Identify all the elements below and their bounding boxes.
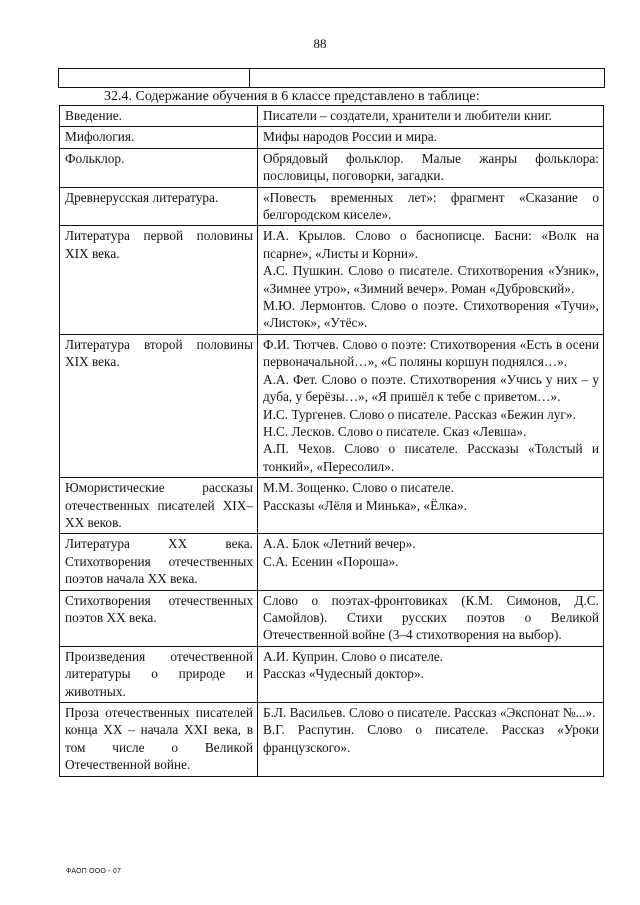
content-cell (258, 148, 604, 187)
footer-code: ФАОП ООО - 07 (66, 868, 122, 875)
topic-cell: Литература второй половины XIX века. (60, 334, 258, 477)
content-paragraph: С.А. Есенин «Пороша». (263, 553, 399, 569)
content-paragraph: М.Ю. Лермонтов. Слово о поэте. Стихотворения «Тучи», «Листок», «Утёс». (263, 298, 599, 331)
table-row (60, 478, 604, 534)
table-row (60, 187, 604, 226)
table-row (60, 590, 604, 646)
content-paragraph: И.А. Крылов. Слово о баснописце. Басни: «Волк на псарне», «Листы и Корни». (263, 228, 599, 261)
content-cell (258, 106, 604, 127)
content-paragraph: «Повесть временных лет»: фрагмент «Сказание о белгородском киселе». (263, 189, 599, 223)
content-cell (258, 334, 604, 477)
content-paragraph: И.С. Тургенев. Слово о писателе. Рассказ «Бежин луг». (263, 406, 576, 422)
content-paragraph: Слово о поэтах-фронтовиках (К.М. Симонов, Д.С. Самойлов). Стихи русских поэтов о Великой Отечественной войне (3–4 стихотворения на выбор). (263, 592, 599, 643)
empty-cell (59, 69, 250, 88)
content-paragraph: Б.Л. Васильев. Слово о писателе. Рассказ «Экспонат №...». (263, 705, 596, 720)
curriculum-table (59, 105, 604, 777)
content-cell (258, 478, 604, 534)
topic-cell: Введение. (60, 106, 258, 127)
content-paragraph: Ф.И. Тютчев. Слово о поэте: Стихотворения «Есть в осени первоначальной…», «С поляны коршун поднялся…». (263, 336, 599, 370)
content-paragraph: А.А. Блок «Летний вечер». (263, 536, 416, 552)
content-cell (258, 226, 604, 334)
table-row (60, 127, 604, 148)
topic-cell: Фольклор. (60, 148, 258, 187)
content-cell (258, 127, 604, 148)
topic-cell: Юмористические рассказы отечественных писателей XIX–XX веков. (60, 478, 258, 534)
content-paragraph: Рассказы «Лёля и Минька», «Ёлка». (263, 497, 467, 513)
content-paragraph: А.С. Пушкин. Слово о писателе. Стихотворения «Узник», «Зимнее утро», «Зимний вечер». Роман «Дубровский». (263, 263, 599, 296)
content-paragraph: Обрядовый фольклор. Малые жанры фольклора: пословицы, поговорки, загадки. (263, 150, 599, 184)
content-paragraph: М.М. Зощенко. Слово о писателе. (263, 480, 454, 496)
content-paragraph: Мифы народов России и мира. (263, 129, 438, 145)
content-cell (258, 646, 604, 702)
content-paragraph: А.П. Чехов. Слово о писателе. Рассказы «Толстый и тонкий», «Пересолил». (263, 441, 599, 474)
topic-cell: Древнерусская литература. (60, 187, 258, 226)
topic-cell: Стихотворения отечественных поэтов XX века. (60, 590, 258, 646)
content-cell (258, 703, 604, 777)
empty-cell (250, 69, 605, 88)
table-row (60, 646, 604, 702)
page-number: 88 (313, 36, 327, 51)
content-cell (258, 187, 604, 226)
content-cell (258, 534, 604, 590)
content-paragraph: Н.С. Лесков. Слово о писателе. Сказ «Левша». (263, 423, 527, 439)
content-paragraph: В.Г. Распутин. Слово о писателе. Рассказ «Уроки французского». (263, 722, 599, 755)
content-cell (258, 590, 604, 646)
topic-cell: Проза отечественных писателей конца XX – начала XXI века, в том числе о Великой Отечественной войне. (60, 703, 258, 777)
content-paragraph: А.А. Фет. Слово о поэте. Стихотворения «Учись у них – у дуба, у берёзы…», «Я пришёл к тебе с приветом…». (263, 371, 599, 405)
table-row (60, 226, 604, 334)
topic-cell: Литература XX века. Стихотворения отечественных поэтов начала XX века. (60, 534, 258, 590)
table-row (60, 148, 604, 187)
table-caption: 32.4. Содержание обучения в 6 классе представлено в таблице: (104, 89, 480, 104)
topic-cell: Литература первой половины XIX века. (60, 226, 258, 334)
table-row (60, 106, 604, 127)
header-empty-table (58, 68, 605, 88)
content-paragraph: А.И. Куприн. Слово о писателе. (263, 648, 444, 664)
content-paragraph: Писатели – создатели, хранители и любители книг. (263, 108, 552, 123)
content-paragraph: Рассказ «Чудесный доктор». (263, 666, 424, 682)
topic-cell: Произведения отечественной литературы о природе и животных. (60, 646, 258, 702)
table-row (60, 703, 604, 777)
topic-cell: Мифология. (60, 127, 258, 148)
table-row (60, 334, 604, 477)
table-row (60, 534, 604, 590)
